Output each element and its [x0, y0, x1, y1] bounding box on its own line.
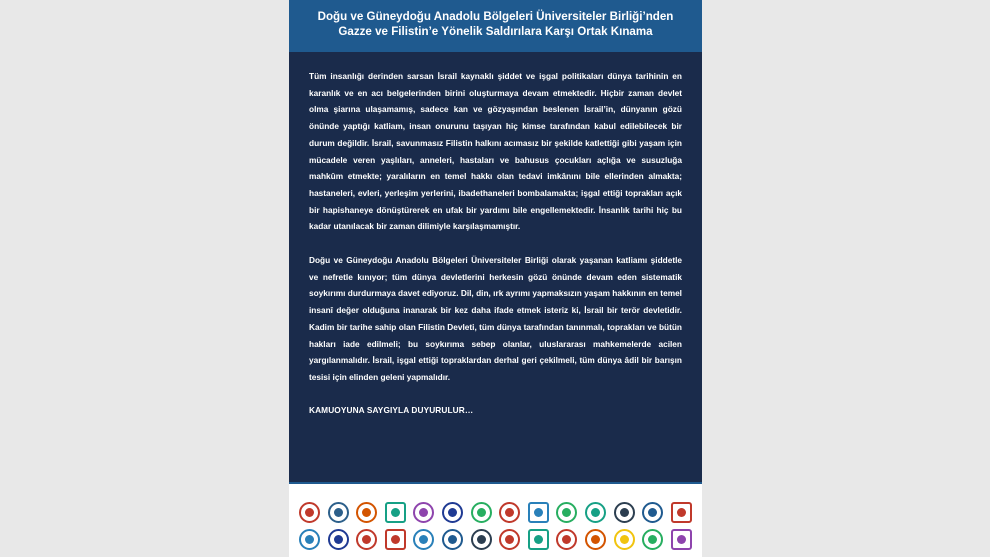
logo-emblem-icon [477, 508, 486, 517]
statement-paragraph-2: Doğu ve Güneydoğu Anadolu Bölgeleri Üniversiteler Birliği olarak yaşanan katliamı şiddetle ve nefretle kınıyor; tüm dünya devletlerini herkesin gözü önünde devam eden sistematik soykırımı durdurmaya davet ediyoruz. Dil, din, ırk ayrımı yapmaksızın yaşam hakkının en temel insanî değer olduğuna inanarak bir kez daha ifade etmek isteriz ki, İsrail bir terör devletidir. Kadim bir tarihe sahip olan Filistin Devleti, tüm dünya tarafından tanınmalı, toprakları ve bütün hakları iade edilmeli; bu soykırıma sebep olanlar, uluslararası mahkemelerde acilen yargılanmalıdır. İsrail, işgal ettiği topraklardan derhal geri çekilmeli, tüm dünya âdil bir barışın tesisi için elinden geleni yapmalıdır. [309, 255, 682, 382]
logo-emblem-icon [562, 508, 571, 517]
university-logo-icon [614, 502, 635, 523]
logo-emblem-icon [391, 535, 400, 544]
university-logo-icon [299, 502, 320, 523]
logo-emblem-icon [648, 508, 657, 517]
logo-emblem-icon [505, 535, 514, 544]
logo-emblem-icon [591, 535, 600, 544]
university-logo-icon [499, 529, 520, 550]
university-logos [299, 502, 692, 551]
poster-header [289, 0, 702, 52]
logo-emblem-icon [362, 535, 371, 544]
logo-emblem-icon [391, 508, 400, 517]
logo-emblem-icon [562, 535, 571, 544]
logo-emblem-icon [334, 508, 343, 517]
logo-emblem-icon [505, 508, 514, 517]
logo-emblem-icon [448, 535, 457, 544]
university-logo-icon [356, 529, 377, 550]
university-logo-icon [413, 502, 434, 523]
logo-emblem-icon [534, 508, 543, 517]
university-logo-icon [442, 529, 463, 550]
university-logo-icon [356, 502, 377, 523]
header-title-line2: Gazze ve Filistin’e Yönelik Saldırılara Karşı Ortak Kınama [338, 25, 653, 38]
university-logo-icon [442, 502, 463, 523]
university-logo-icon [642, 502, 663, 523]
university-logo-icon [528, 502, 549, 523]
logo-emblem-icon [677, 508, 686, 517]
university-logo-icon [671, 502, 692, 523]
university-logo-icon [556, 529, 577, 550]
university-logo-icon [499, 502, 520, 523]
university-logo-icon [299, 529, 320, 550]
university-logo-icon [671, 529, 692, 550]
logo-emblem-icon [305, 508, 314, 517]
logo-emblem-icon [419, 508, 428, 517]
university-logo-icon [585, 529, 606, 550]
university-logo-icon [413, 529, 434, 550]
university-logo-icon [585, 502, 606, 523]
logo-emblem-icon [334, 535, 343, 544]
closing-line: KAMUOYUNA SAYGIYLA DUYURULUR… [309, 404, 474, 415]
university-logo-icon [385, 529, 406, 550]
university-logo-icon [614, 529, 635, 550]
logo-row-2 [299, 529, 692, 551]
university-logo-icon [328, 502, 349, 523]
logo-emblem-icon [534, 535, 543, 544]
university-logo-icon [528, 529, 549, 550]
university-logo-icon [328, 529, 349, 550]
statement-body [289, 52, 702, 482]
announcement-poster [289, 0, 702, 557]
logo-emblem-icon [677, 535, 686, 544]
logo-emblem-icon [477, 535, 486, 544]
university-logo-icon [471, 529, 492, 550]
logo-emblem-icon [448, 508, 457, 517]
logo-row-1 [299, 502, 692, 524]
logo-emblem-icon [648, 535, 657, 544]
header-title-line1: Doğu ve Güneydoğu Anadolu Bölgeleri Üniversiteler Birliği’nden [317, 10, 674, 23]
university-logo-icon [471, 502, 492, 523]
statement-paragraph-1: Tüm insanlığı derinden sarsan İsrail kaynaklı şiddet ve işgal politikaları dünya tarihinin en karanlık ve en acı belgelerinden birini oluşturmaya devam etmektedir. Hiçbir zaman devlet olma şiarına ulaşamamış, sadece kan ve gözyaşından beslenen İsrail’in, dünyanın gözü önünde yaptığı katliam, insan onurunu taşıyan hiç kimse tarafından kabul edilebilecek bir durum değildir. İsrail, savunmasız Filistin halkını acımasız bir şekilde katlettiği gibi yaşam için mücadele veren yaşlıları, anneleri, hastaları ve bahusus çocukları açlığa ve susuzluğa mahkûm etmekte; yaralıların en temel hakkı olan tedavi imkânını bile ellerinden almakta; hastaneleri, evleri, yerleşim yerlerini, ibadethaneleri bombalamakta; işgal ettiği toprakları açık bir hapishaneye dönüştürerek en ufak bir yardımı bile engellemektedir. İnsanlık tarihi hiç bu kadar utanılacak bir zaman dilimiyle karşılaşmamıştır. [309, 71, 682, 232]
logo-emblem-icon [305, 535, 314, 544]
logo-emblem-icon [620, 508, 629, 517]
logo-emblem-icon [419, 535, 428, 544]
logo-emblem-icon [362, 508, 371, 517]
university-logo-icon [642, 529, 663, 550]
university-logo-icon [556, 502, 577, 523]
logo-emblem-icon [620, 535, 629, 544]
logo-emblem-icon [591, 508, 600, 517]
university-logo-icon [385, 502, 406, 523]
divider [289, 482, 702, 484]
